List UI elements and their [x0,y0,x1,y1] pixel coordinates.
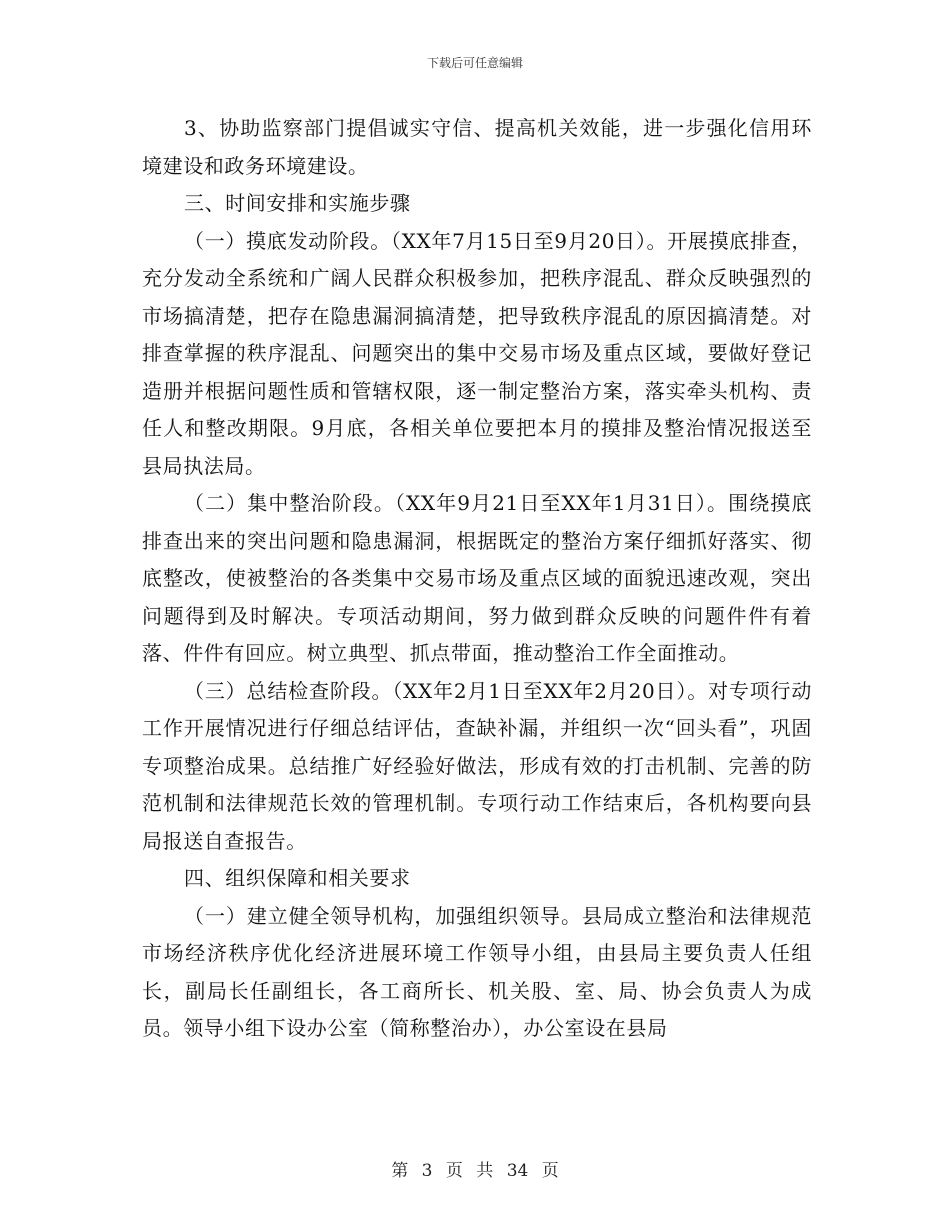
paragraph-stage-3: （三）总结检查阶段。（XX年2月1日至XX年2月20日）。对专项行动工作开展情况进行仔细总结评估，查缺补漏，并组织一次“回头看”，巩固专项整治成果。总结推广好经验好做法，形成有效的打击机制、完善的防范机制和法律规范长效的管理机制。专项行动工作结束后，各机构要向县局报送自查报告。 [142,678,812,853]
paragraph-stage-2: （二）集中整治阶段。（XX年9月21日至XX年1月31日）。围绕摸底排查出来的突出问题和隐患漏洞，根据既定的整治方案仔细抓好落实、彻底整改，使被整治的各类集中交易市场及重点区域的面貌迅速改观，突出问题得到及时解决。专项活动期间，努力做到群众反映的问题件件有着落、件件有回应。树立典型、抓点带面，推动整治工作全面推动。 [142,491,812,665]
section-heading-schedule: 三、时间安排和实施步骤 [184,191,411,215]
document-body [142,110,812,1048]
page-header: 下载后可任意编辑 [426,56,523,70]
paragraph-leadership: （一）建立健全领导机构，加强组织领导。县局成立整治和法律规范市场经济秩序优化经济进展环境工作领导小组，由县局主要负责人任组长，副局长任副组长，各工商所长、机关股、室、局、协会负责人为成员。领导小组下设办公室（简称整治办），办公室设在县局 [142,903,812,1040]
page-number: 第 3 页 共 34 页 [391,1161,559,1181]
section-heading-organization: 四、组织保障和相关要求 [184,866,411,890]
paragraph-item-3: 3、协助监察部门提倡诚实守信、提高机关效能，进一步强化信用环境建设和政务环境建设。 [142,116,812,178]
paragraph-stage-1: （一）摸底发动阶段。（XX年7月15日至9月20日）。开展摸底排查，充分发动全系统和广阔人民群众积极参加，把秩序混乱、群众反映强烈的市场搞清楚，把存在隐患漏洞搞清楚，把导致秩序混乱的原因搞清楚。对排查掌握的秩序混乱、问题突出的集中交易市场及重点区域，要做好登记造册并根据问题性质和管辖权限，逐一制定整治方案，落实牵头机构、责任人和整改期限。9月底，各相关单位要把本月的摸排及整治情况报送至县局执法局。 [142,228,812,478]
